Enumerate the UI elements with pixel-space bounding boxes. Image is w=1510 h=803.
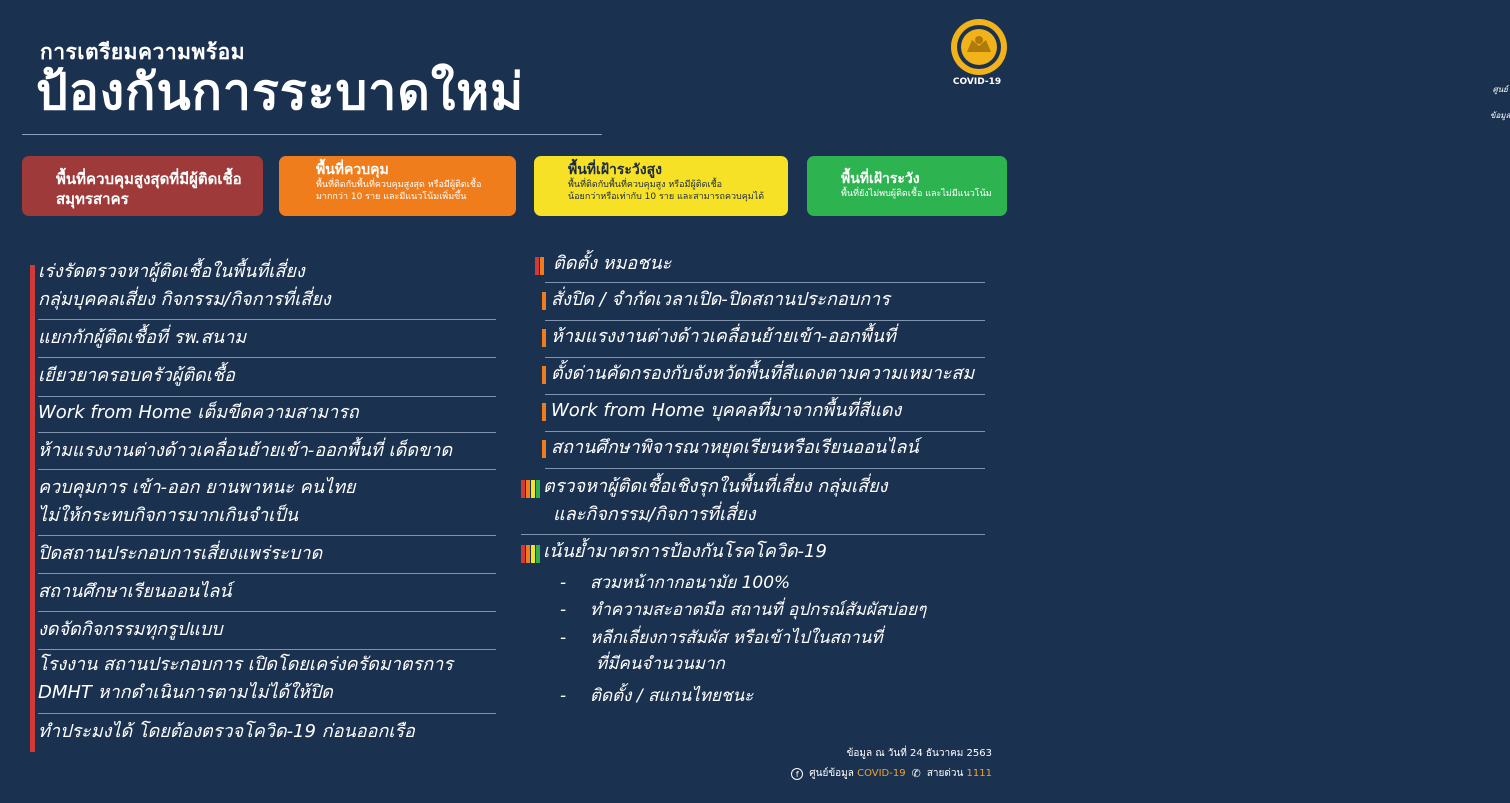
green-zone-marker <box>536 545 540 563</box>
footer-contact <box>791 766 992 781</box>
list-item-text: ควบคุมการ เข้า-ออก ยานพาหนะ คนไทย <box>38 477 356 498</box>
logo-caption <box>930 77 1510 120</box>
zone-title: พื้นที่เฝ้าระวังสูง <box>568 162 662 178</box>
sub-list-item <box>560 683 753 709</box>
sub-list-item-text: ที่มีคนจำนวนมาก <box>596 654 725 674</box>
orange-zone-marker <box>542 292 546 310</box>
list-item <box>38 474 496 536</box>
sub-list-item-text: หลีกเลี่ยงการสัมผัส หรือเข้าไปในสถานที่ <box>590 628 883 648</box>
red-zone-marker <box>521 545 525 563</box>
red-zone-marker <box>535 257 539 275</box>
list-item <box>521 538 985 570</box>
list-item-text: ตั้งด่านคัดกรองกับจังหวัดพื้นที่สีแดงตามความเหมาะสม <box>551 363 975 384</box>
list-item-text: ห้ามแรงงานต่างด้าวเคลื่อนย้ายเข้า-ออกพื้นที่ เด็ดขาด <box>38 440 453 461</box>
list-item <box>38 651 496 714</box>
page-title: ป้องกันการระบาดใหม่ <box>36 63 525 121</box>
list-item <box>38 434 496 470</box>
yellow-zone-marker <box>531 545 535 563</box>
zone-max-control <box>22 156 263 216</box>
list-item <box>545 285 985 321</box>
list-item-text: สถานศึกษาพิจารณาหยุดเรียนหรือเรียนออนไลน์ <box>551 437 919 458</box>
bullet-dash: - <box>560 686 567 706</box>
facebook-page-accent: COVID-19 <box>857 768 906 779</box>
list-item-text: สั่งปิด / จำกัดเวลาเปิด-ปิดสถานประกอบการ <box>551 289 890 310</box>
sub-list-item-text: ติดตั้ง / สแกนไทยชนะ <box>590 686 754 706</box>
list-item-text: ทำประมงได้ โดยต้องตรวจโควิด-19 ก่อนออกเรือ <box>38 721 415 742</box>
list-item <box>38 537 496 574</box>
orange-zone-marker <box>526 480 530 498</box>
orange-zone-marker <box>542 329 546 347</box>
list-item <box>38 398 496 433</box>
zone-title: พื้นที่ควบคุม <box>316 162 389 178</box>
sub-list-item <box>560 570 790 596</box>
list-item <box>545 396 985 432</box>
sub-list-item-text: สวมหน้ากากอนามัย 100% <box>590 573 791 593</box>
red-zone-marker <box>521 480 525 498</box>
list-item <box>38 359 496 397</box>
hotline <box>927 766 992 781</box>
zone-desc: พื้นที่ติดกับพื้นที่ควบคุมสูงสุด หรือมีผู้ติดเชื้อ <box>316 180 482 190</box>
list-item <box>545 359 985 395</box>
list-item-text: ห้ามแรงงานต่างด้าวเคลื่อนย้ายเข้า-ออกพื้นที่ <box>551 326 896 347</box>
orange-zone-marker <box>542 366 546 384</box>
list-item-text: ตรวจหาผู้ติดเชื้อเชิงรุกในพื้นที่เสี่ยง กลุ่มเสี่ยง <box>543 476 888 497</box>
list-item-text: เน้นย้ำมาตรการป้องกันโรคโควิด-19 <box>543 541 827 562</box>
zone-surveillance <box>807 156 1007 216</box>
list-item-text: สถานศึกษาเรียนออนไลน์ <box>38 581 232 602</box>
zone-desc: พื้นที่ยังไม่พบผู้ติดเชื้อ และไม่มีแนวโน้ม <box>841 189 992 199</box>
list-item <box>545 433 985 469</box>
zone-title: พื้นที่ควบคุมสูงสุดที่มีผู้ติดเชื้อ <box>56 170 242 188</box>
list-item-text: ไม่ให้กระทบกิจการมากเกินจำเป็น <box>38 505 298 526</box>
list-item <box>38 613 496 650</box>
yellow-zone-marker <box>531 480 535 498</box>
list-item-text: ปิดสถานประกอบการเสี่ยงแพร่ระบาด <box>38 543 323 564</box>
list-item-text: แยกกักผู้ติดเชื้อที่ รพ.สนาม <box>38 327 247 348</box>
list-item-text: และกิจกรรม/กิจการที่เสี่ยง <box>553 504 756 525</box>
green-zone-marker <box>536 480 540 498</box>
zone-title: พื้นที่เฝ้าระวัง <box>841 171 920 187</box>
zone-high-surveillance <box>534 156 788 216</box>
facebook-icon: f <box>791 768 803 780</box>
ministry-seal-logo <box>950 18 1008 76</box>
list-item <box>521 473 985 535</box>
zone-desc: น้อยกว่าหรือเท่ากับ 10 ราย และสามารถควบคุมได้ <box>568 192 765 202</box>
list-item-text: Work from Home บุคคลที่มาจากพื้นที่สีแดง <box>551 400 902 421</box>
title-divider <box>22 134 602 135</box>
orange-zone-marker <box>542 440 546 458</box>
list-item-text: Work from Home เต็มขีดความสามารถ <box>38 402 359 423</box>
orange-zone-marker <box>526 545 530 563</box>
data-date: ข้อมูล ณ วันที่ 24 ธันวาคม 2563 <box>846 748 992 759</box>
list-item-text: โรงงาน สถานประกอบการ เปิดโดยเคร่งครัดมาตรการ <box>38 654 453 675</box>
list-item-text: เร่งรัดตรวจหาผู้ติดเชื้อในพื้นที่เสี่ยง <box>38 261 305 282</box>
list-item <box>38 258 496 320</box>
phone-icon: ✆ <box>911 767 921 780</box>
list-item <box>545 250 985 283</box>
bullet-dash: - <box>560 628 567 648</box>
list-item <box>38 718 496 750</box>
logo-caption-main: COVID-19 <box>952 77 1002 87</box>
list-item-text: เยียวยาครอบครัวผู้ติดเชื้อ <box>38 365 235 386</box>
list-item-text: กลุ่มบุคคลเสี่ยง กิจกรรม/กิจการที่เสี่ยง <box>38 289 331 310</box>
list-item-text: งดจัดกิจกรรมทุกรูปแบบ <box>38 619 223 640</box>
page-subtitle: การเตรียมความพร้อม <box>40 40 246 64</box>
sub-list-item <box>560 597 926 623</box>
max-control-color-bar <box>30 265 35 752</box>
zone-control <box>279 156 516 216</box>
zone-desc: พื้นที่ติดกับพื้นที่ควบคุมสูง หรือมีผู้ติดเชื้อ <box>568 180 723 190</box>
zone-desc: มากกว่า 10 ราย และมีแนวโน้มเพิ่มขึ้น <box>316 192 467 202</box>
list-item <box>38 321 496 358</box>
list-item <box>38 575 496 612</box>
orange-zone-marker <box>540 257 544 275</box>
hotline-number: 1111 <box>966 768 992 779</box>
list-item-text: ติดตั้ง หมอชนะ <box>553 253 672 274</box>
sub-list-item <box>560 625 883 677</box>
logo-caption-sub: ศูนย์ข้อมูล <box>1490 85 1510 120</box>
zone-title-line2: สมุทรสาคร <box>56 190 129 208</box>
facebook-page-prefix: ศูนย์ข้อมูล <box>809 768 854 779</box>
sub-list-item-text: ทำความสะอาดมือ สถานที่ อุปกรณ์สัมผัสบ่อยๆ <box>590 600 927 620</box>
list-item-text: DMHT หากดำเนินการตามไม่ได้ให้ปิด <box>38 682 333 703</box>
orange-zone-marker <box>542 403 546 421</box>
list-item <box>545 322 985 358</box>
facebook-page-link[interactable] <box>809 766 905 781</box>
bullet-dash: - <box>560 573 567 593</box>
hotline-label: สายด่วน <box>926 768 964 779</box>
bullet-dash: - <box>560 600 567 620</box>
